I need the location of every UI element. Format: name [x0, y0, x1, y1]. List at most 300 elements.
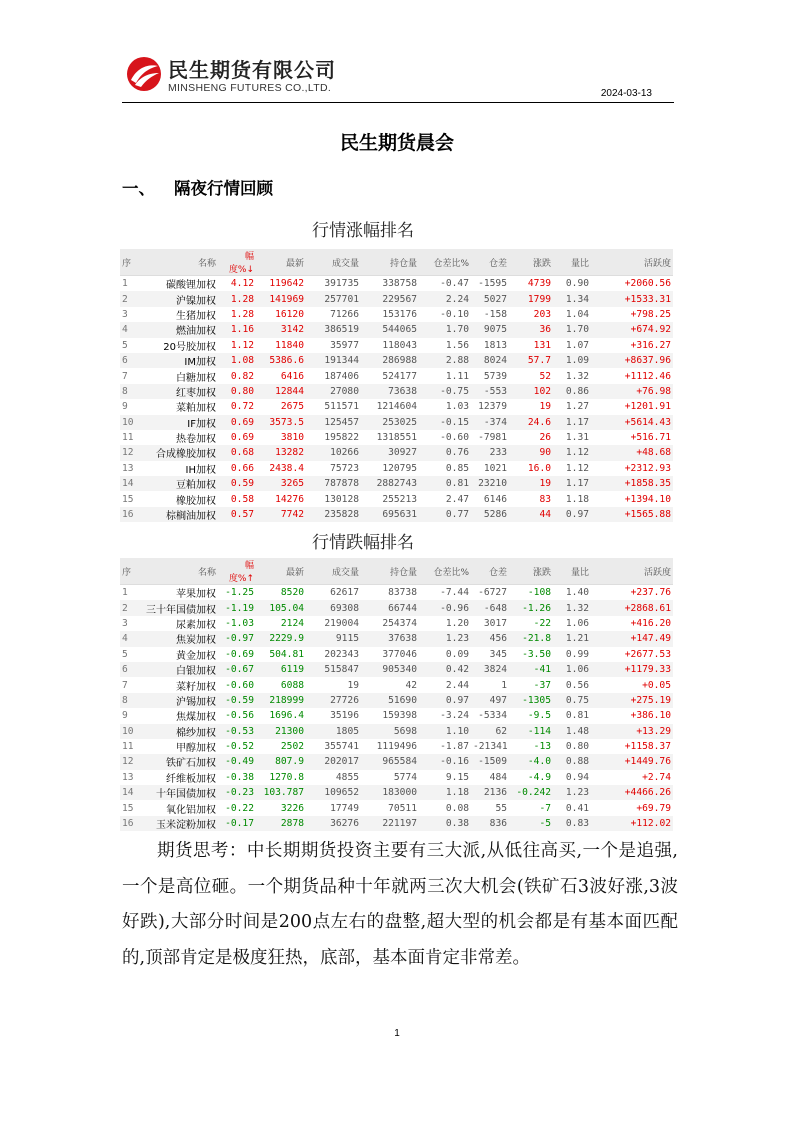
table-row[interactable] [120, 430, 673, 445]
column-header-label: 名称 [197, 258, 216, 269]
table-row[interactable] [120, 677, 673, 692]
price-change-cell: -9.5 [509, 708, 553, 723]
rise-ranking-table [120, 249, 673, 522]
change-pct-cell: -1.03 [218, 616, 256, 631]
open-interest-cell: 51690 [361, 693, 419, 708]
price-change-cell: 19 [509, 476, 553, 491]
column-header-label: 涨跌 [532, 567, 551, 578]
column-header[interactable] [142, 249, 218, 276]
table-row[interactable] [120, 754, 673, 769]
table-row[interactable] [120, 353, 673, 368]
change-pct-cell: 1.08 [218, 353, 256, 368]
activity-cell: +2868.61 [591, 600, 673, 615]
instrument-name-cell: 黄金加权 [142, 647, 218, 662]
volume-cell: 27726 [306, 693, 361, 708]
company-name-cn: 民生期货有限公司 [168, 58, 336, 82]
activity-cell: +1158.37 [591, 739, 673, 754]
last-price-cell: 218999 [256, 693, 306, 708]
instrument-name-cell: 焦煤加权 [142, 708, 218, 723]
volume-cell: 257701 [306, 291, 361, 306]
activity-cell: +1533.31 [591, 291, 673, 306]
row-index-cell: 13 [120, 770, 142, 785]
price-change-cell: 83 [509, 491, 553, 506]
instrument-name-cell: 菜粕加权 [142, 399, 218, 414]
open-interest-cell: 5698 [361, 724, 419, 739]
instrument-name-cell: 热卷加权 [142, 430, 218, 445]
row-index-cell: 7 [120, 368, 142, 383]
open-interest-cell: 286988 [361, 353, 419, 368]
volume-cell: 19 [306, 677, 361, 692]
table-row[interactable] [120, 770, 673, 785]
oi-change-cell: 5027 [471, 291, 509, 306]
change-pct-cell: 1.28 [218, 291, 256, 306]
oi-change-pct-cell: -0.47 [419, 276, 471, 292]
oi-change-cell: 9075 [471, 322, 509, 337]
rise-table-title: 行情涨幅排名 [312, 221, 414, 241]
open-interest-cell: 159398 [361, 708, 419, 723]
price-change-cell: 24.6 [509, 415, 553, 430]
oi-change-cell: 23210 [471, 476, 509, 491]
oi-change-pct-cell: 0.38 [419, 816, 471, 831]
column-header[interactable] [306, 249, 361, 276]
change-pct-cell: -0.17 [218, 816, 256, 831]
last-price-cell: 2878 [256, 816, 306, 831]
open-interest-cell: 221197 [361, 816, 419, 831]
open-interest-cell: 1119496 [361, 739, 419, 754]
table-row[interactable] [120, 585, 673, 601]
last-price-cell: 3142 [256, 322, 306, 337]
volume-ratio-cell: 1.34 [553, 291, 591, 306]
change-pct-cell: 0.57 [218, 507, 256, 522]
table-row[interactable] [120, 739, 673, 754]
table-row[interactable] [120, 616, 673, 631]
activity-cell: +1449.76 [591, 754, 673, 769]
change-pct-cell: 0.68 [218, 445, 256, 460]
volume-cell: 17749 [306, 800, 361, 815]
change-pct-cell: 4.12 [218, 276, 256, 292]
volume-cell: 27080 [306, 384, 361, 399]
table-row[interactable] [120, 491, 673, 506]
activity-cell: +48.68 [591, 445, 673, 460]
row-index-cell: 8 [120, 693, 142, 708]
volume-ratio-cell: 1.04 [553, 307, 591, 322]
oi-change-pct-cell: 2.44 [419, 677, 471, 692]
activity-cell: +416.20 [591, 616, 673, 631]
volume-ratio-cell: 0.80 [553, 739, 591, 754]
volume-cell: 75723 [306, 461, 361, 476]
oi-change-pct-cell: 9.15 [419, 770, 471, 785]
last-price-cell: 13282 [256, 445, 306, 460]
section-heading [122, 175, 273, 199]
oi-change-pct-cell: -1.87 [419, 739, 471, 754]
price-change-cell: -4.0 [509, 754, 553, 769]
last-price-cell: 3265 [256, 476, 306, 491]
oi-change-pct-cell: -3.24 [419, 708, 471, 723]
instrument-name-cell: 铁矿石加权 [142, 754, 218, 769]
volume-cell: 235828 [306, 507, 361, 522]
activity-cell: +2060.56 [591, 276, 673, 292]
table-row[interactable] [120, 816, 673, 831]
column-header-label: 量比 [570, 567, 589, 578]
row-index-cell: 10 [120, 415, 142, 430]
volume-cell: 10266 [306, 445, 361, 460]
table-row[interactable] [120, 800, 673, 815]
oi-change-cell: -1509 [471, 754, 509, 769]
column-header-label: 名称 [197, 567, 216, 578]
instrument-name-cell: IH加权 [142, 461, 218, 476]
activity-cell: +1858.35 [591, 476, 673, 491]
price-change-cell: 44 [509, 507, 553, 522]
oi-change-pct-cell: 1.20 [419, 616, 471, 631]
volume-ratio-cell: 1.70 [553, 322, 591, 337]
row-index-cell: 11 [120, 430, 142, 445]
table-row[interactable] [120, 338, 673, 353]
row-index-cell: 10 [120, 724, 142, 739]
row-index-cell: 12 [120, 445, 142, 460]
instrument-name-cell: 甲醇加权 [142, 739, 218, 754]
last-price-cell: 11840 [256, 338, 306, 353]
column-header[interactable] [361, 249, 419, 276]
table-header-row [120, 558, 673, 585]
row-index-cell: 16 [120, 816, 142, 831]
column-header-label: 持仓量 [389, 567, 417, 578]
instrument-name-cell: 20号胶加权 [142, 338, 218, 353]
column-header[interactable] [471, 249, 509, 276]
volume-ratio-cell: 0.81 [553, 708, 591, 723]
column-header[interactable] [361, 558, 419, 585]
open-interest-cell: 83738 [361, 585, 419, 601]
volume-ratio-cell: 1.21 [553, 631, 591, 646]
price-change-cell: -1305 [509, 693, 553, 708]
open-interest-cell: 73638 [361, 384, 419, 399]
last-price-cell: 6119 [256, 662, 306, 677]
open-interest-cell: 66744 [361, 600, 419, 615]
last-price-cell: 105.04 [256, 600, 306, 615]
activity-cell: +0.05 [591, 677, 673, 692]
column-header[interactable] [419, 249, 471, 276]
table-row[interactable] [120, 631, 673, 646]
price-change-cell: -0.242 [509, 785, 553, 800]
price-change-cell: -21.8 [509, 631, 553, 646]
price-change-cell: -3.50 [509, 647, 553, 662]
commentary-paragraph: 期货思考：中长期期货投资主要有三大派,从低往高买,一个是追强,一个是高位砸。一个期货品种十年就两三次大机会(铁矿石3波好涨,3波好跌),大部分时间是200点左右的盘整,超大型的机会都是有基本面匹配的,顶部肯定是极度狂热，底部，基本面肯定非常差。 [122, 841, 678, 968]
column-header[interactable] [509, 249, 553, 276]
instrument-name-cell: 氧化铝加权 [142, 800, 218, 815]
activity-cell: +386.10 [591, 708, 673, 723]
column-header-label: 仓差 [488, 567, 507, 578]
instrument-name-cell: IM加权 [142, 353, 218, 368]
activity-cell: +1565.88 [591, 507, 673, 522]
change-pct-cell: -0.60 [218, 677, 256, 692]
open-interest-cell: 905340 [361, 662, 419, 677]
volume-cell: 386519 [306, 322, 361, 337]
row-index-cell: 11 [120, 739, 142, 754]
instrument-name-cell: 尿素加权 [142, 616, 218, 631]
instrument-name-cell: 合成橡胶加权 [142, 445, 218, 460]
page-header [122, 52, 674, 103]
table-row[interactable] [120, 445, 673, 460]
column-header-label: 涨跌 [532, 258, 551, 269]
price-change-cell: 131 [509, 338, 553, 353]
volume-cell: 355741 [306, 739, 361, 754]
volume-cell: 515847 [306, 662, 361, 677]
column-header-label: 序 [122, 258, 132, 269]
company-name-en: MINSHENG FUTURES CO.,LTD. [168, 82, 332, 94]
row-index-cell: 5 [120, 647, 142, 662]
column-header[interactable] [419, 558, 471, 585]
volume-ratio-cell: 1.06 [553, 662, 591, 677]
price-change-cell: 26 [509, 430, 553, 445]
last-price-cell: 2502 [256, 739, 306, 754]
oi-change-cell: -21341 [471, 739, 509, 754]
oi-change-pct-cell: -0.15 [419, 415, 471, 430]
last-price-cell: 2438.4 [256, 461, 306, 476]
oi-change-pct-cell: 1.70 [419, 322, 471, 337]
price-change-cell: 102 [509, 384, 553, 399]
instrument-name-cell: 纤维板加权 [142, 770, 218, 785]
table-row[interactable] [120, 662, 673, 677]
table-row[interactable] [120, 415, 673, 430]
table-row[interactable] [120, 476, 673, 491]
price-change-cell: 4739 [509, 276, 553, 292]
change-pct-cell: 0.82 [218, 368, 256, 383]
instrument-name-cell: 焦炭加权 [142, 631, 218, 646]
oi-change-cell: 3017 [471, 616, 509, 631]
column-header[interactable] [218, 558, 256, 585]
oi-change-cell: 1 [471, 677, 509, 692]
column-header[interactable] [306, 558, 361, 585]
volume-cell: 35196 [306, 708, 361, 723]
activity-cell: +2312.93 [591, 461, 673, 476]
column-header[interactable] [591, 249, 673, 276]
change-pct-cell: -0.97 [218, 631, 256, 646]
open-interest-cell: 37638 [361, 631, 419, 646]
last-price-cell: 21300 [256, 724, 306, 739]
column-header-label: 幅度% [228, 252, 254, 275]
volume-ratio-cell: 1.09 [553, 353, 591, 368]
change-pct-cell: -0.53 [218, 724, 256, 739]
change-pct-cell: -0.52 [218, 739, 256, 754]
table-row[interactable] [120, 600, 673, 615]
instrument-name-cell: 三十年国债加权 [142, 600, 218, 615]
instrument-name-cell: 沪镍加权 [142, 291, 218, 306]
last-price-cell: 8520 [256, 585, 306, 601]
oi-change-pct-cell: 2.47 [419, 491, 471, 506]
column-header-label: 持仓量 [389, 258, 417, 269]
oi-change-cell: -553 [471, 384, 509, 399]
oi-change-pct-cell: 1.11 [419, 368, 471, 383]
volume-cell: 202343 [306, 647, 361, 662]
activity-cell: +1112.46 [591, 368, 673, 383]
instrument-name-cell: 白银加权 [142, 662, 218, 677]
volume-ratio-cell: 0.56 [553, 677, 591, 692]
row-index-cell: 1 [120, 585, 142, 601]
price-change-cell: -4.9 [509, 770, 553, 785]
oi-change-pct-cell: 0.09 [419, 647, 471, 662]
last-price-cell: 504.81 [256, 647, 306, 662]
volume-ratio-cell: 0.99 [553, 647, 591, 662]
oi-change-cell: -374 [471, 415, 509, 430]
price-change-cell: -1.26 [509, 600, 553, 615]
change-pct-cell: 0.69 [218, 430, 256, 445]
table-row[interactable] [120, 647, 673, 662]
open-interest-cell: 695631 [361, 507, 419, 522]
volume-cell: 787878 [306, 476, 361, 491]
last-price-cell: 3573.5 [256, 415, 306, 430]
table-row[interactable] [120, 384, 673, 399]
last-price-cell: 2229.9 [256, 631, 306, 646]
column-header[interactable] [120, 249, 142, 276]
activity-cell: +674.92 [591, 322, 673, 337]
oi-change-cell: -1595 [471, 276, 509, 292]
row-index-cell: 14 [120, 476, 142, 491]
column-header-label: 幅度% [228, 561, 254, 584]
change-pct-cell: -0.69 [218, 647, 256, 662]
volume-cell: 219004 [306, 616, 361, 631]
column-header[interactable] [509, 558, 553, 585]
volume-cell: 35977 [306, 338, 361, 353]
oi-change-cell: -5334 [471, 708, 509, 723]
table-row[interactable] [120, 276, 673, 292]
oi-change-pct-cell: 1.03 [419, 399, 471, 414]
table-row[interactable] [120, 693, 673, 708]
change-pct-cell: -1.25 [218, 585, 256, 601]
instrument-name-cell: 生猪加权 [142, 307, 218, 322]
price-change-cell: 203 [509, 307, 553, 322]
table-row[interactable] [120, 307, 673, 322]
oi-change-pct-cell: -0.60 [419, 430, 471, 445]
volume-ratio-cell: 0.41 [553, 800, 591, 815]
last-price-cell: 12844 [256, 384, 306, 399]
row-index-cell: 15 [120, 491, 142, 506]
column-header[interactable] [120, 558, 142, 585]
minsheng-logo-icon [126, 56, 162, 92]
volume-ratio-cell: 0.90 [553, 276, 591, 292]
change-pct-cell: 0.80 [218, 384, 256, 399]
table-row[interactable] [120, 507, 673, 522]
open-interest-cell: 253025 [361, 415, 419, 430]
column-header-label: 最新 [285, 567, 304, 578]
column-header[interactable] [142, 558, 218, 585]
volume-cell: 71266 [306, 307, 361, 322]
volume-cell: 202017 [306, 754, 361, 769]
change-pct-cell: 0.58 [218, 491, 256, 506]
price-change-cell: -7 [509, 800, 553, 815]
volume-ratio-cell: 0.94 [553, 770, 591, 785]
price-change-cell: 36 [509, 322, 553, 337]
volume-ratio-cell: 1.12 [553, 461, 591, 476]
column-header[interactable] [553, 249, 591, 276]
oi-change-cell: -158 [471, 307, 509, 322]
row-index-cell: 5 [120, 338, 142, 353]
row-index-cell: 9 [120, 708, 142, 723]
row-index-cell: 16 [120, 507, 142, 522]
last-price-cell: 3810 [256, 430, 306, 445]
last-price-cell: 6088 [256, 677, 306, 692]
oi-change-pct-cell: -0.16 [419, 754, 471, 769]
open-interest-cell: 1214604 [361, 399, 419, 414]
table-row[interactable] [120, 291, 673, 306]
oi-change-cell: 484 [471, 770, 509, 785]
table-row[interactable] [120, 724, 673, 739]
column-header[interactable] [553, 558, 591, 585]
instrument-name-cell: 碳酸锂加权 [142, 276, 218, 292]
table-row[interactable] [120, 322, 673, 337]
row-index-cell: 2 [120, 600, 142, 615]
oi-change-pct-cell: 0.85 [419, 461, 471, 476]
price-change-cell: -5 [509, 816, 553, 831]
table-row[interactable] [120, 785, 673, 800]
oi-change-pct-cell: 0.77 [419, 507, 471, 522]
oi-change-pct-cell: 0.97 [419, 693, 471, 708]
table-header-row [120, 249, 673, 276]
row-index-cell: 7 [120, 677, 142, 692]
open-interest-cell: 229567 [361, 291, 419, 306]
open-interest-cell: 42 [361, 677, 419, 692]
table-row[interactable] [120, 708, 673, 723]
column-header[interactable] [218, 249, 256, 276]
last-price-cell: 141969 [256, 291, 306, 306]
last-price-cell: 1696.4 [256, 708, 306, 723]
document-title: 民生期货晨会 [339, 132, 454, 154]
column-header-label: 成交量 [331, 567, 359, 578]
sort-arrow-icon: ↑ [246, 574, 254, 584]
volume-cell: 130128 [306, 491, 361, 506]
oi-change-pct-cell: -7.44 [419, 585, 471, 601]
change-pct-cell: 0.69 [218, 415, 256, 430]
column-header[interactable] [256, 558, 306, 585]
oi-change-pct-cell: 0.42 [419, 662, 471, 677]
open-interest-cell: 377046 [361, 647, 419, 662]
column-header[interactable] [256, 249, 306, 276]
row-index-cell: 1 [120, 276, 142, 292]
price-change-cell: 52 [509, 368, 553, 383]
instrument-name-cell: 豆粕加权 [142, 476, 218, 491]
change-pct-cell: -0.38 [218, 770, 256, 785]
open-interest-cell: 544065 [361, 322, 419, 337]
oi-change-cell: 5739 [471, 368, 509, 383]
oi-change-pct-cell: 1.56 [419, 338, 471, 353]
volume-ratio-cell: 0.83 [553, 816, 591, 831]
open-interest-cell: 524177 [361, 368, 419, 383]
oi-change-cell: 3824 [471, 662, 509, 677]
row-index-cell: 15 [120, 800, 142, 815]
table-row[interactable] [120, 368, 673, 383]
open-interest-cell: 255213 [361, 491, 419, 506]
open-interest-cell: 2882743 [361, 476, 419, 491]
table-row[interactable] [120, 399, 673, 414]
change-pct-cell: -0.23 [218, 785, 256, 800]
volume-cell: 62617 [306, 585, 361, 601]
volume-cell: 4855 [306, 770, 361, 785]
oi-change-cell: 6146 [471, 491, 509, 506]
column-header[interactable] [471, 558, 509, 585]
volume-cell: 109652 [306, 785, 361, 800]
volume-ratio-cell: 1.27 [553, 399, 591, 414]
change-pct-cell: -0.59 [218, 693, 256, 708]
column-header[interactable] [591, 558, 673, 585]
oi-change-pct-cell: 2.24 [419, 291, 471, 306]
table-row[interactable] [120, 461, 673, 476]
price-change-cell: 57.7 [509, 353, 553, 368]
last-price-cell: 119642 [256, 276, 306, 292]
change-pct-cell: 1.12 [218, 338, 256, 353]
volume-ratio-cell: 1.40 [553, 585, 591, 601]
last-price-cell: 2124 [256, 616, 306, 631]
oi-change-cell: 5286 [471, 507, 509, 522]
change-pct-cell: -0.49 [218, 754, 256, 769]
row-index-cell: 14 [120, 785, 142, 800]
